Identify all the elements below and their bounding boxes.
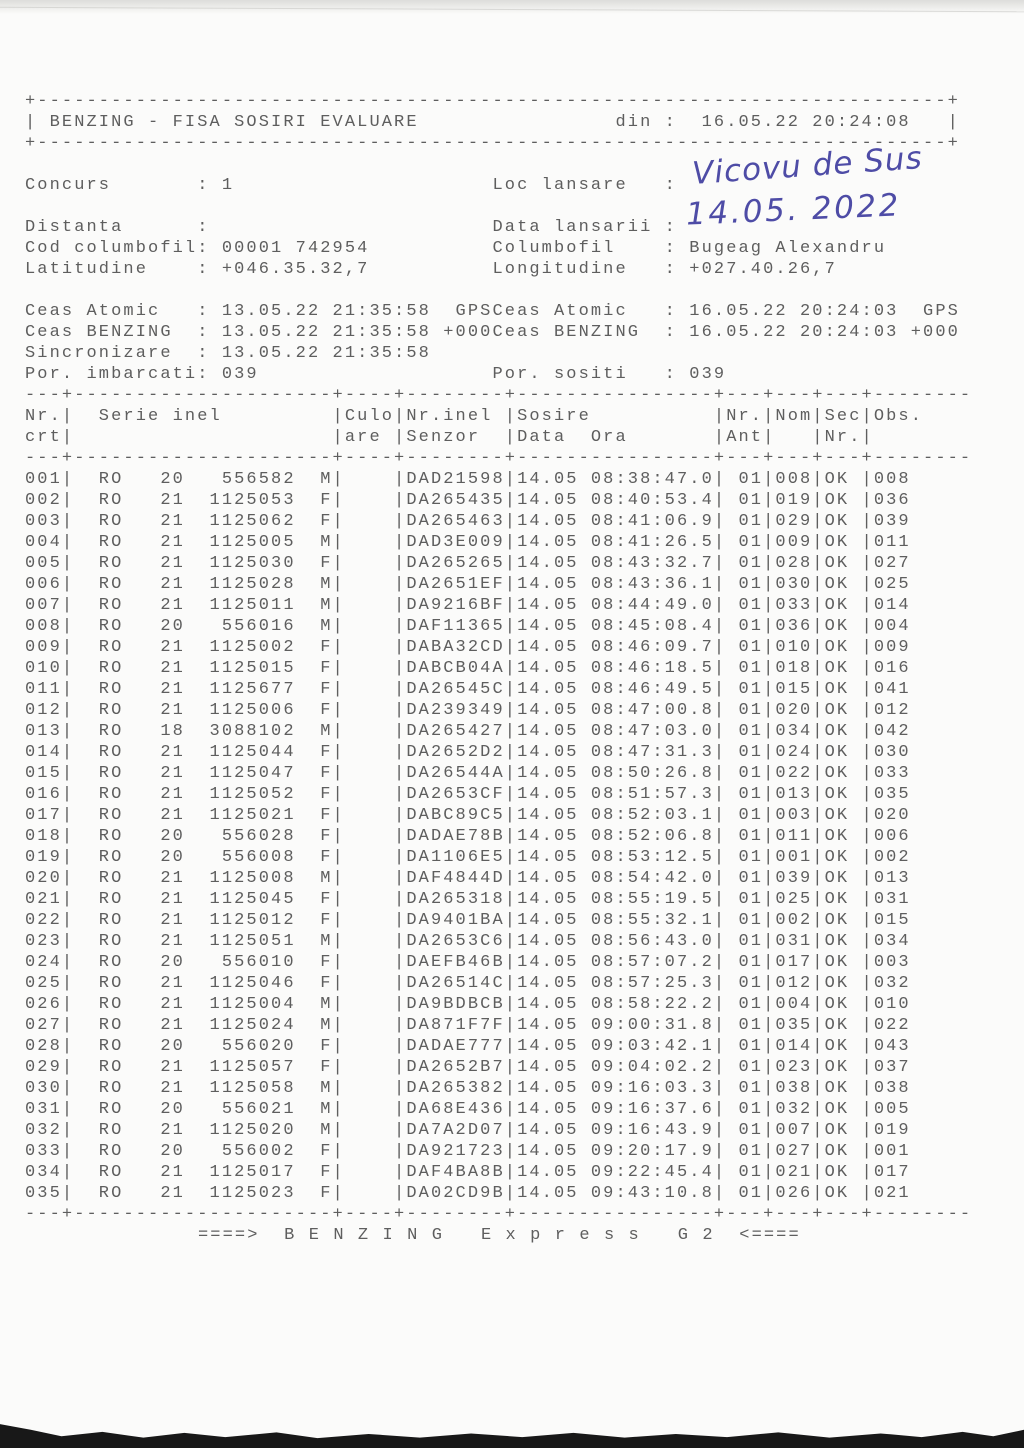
clock-line-atomic: Ceas Atomic : 13.05.22 21:35:58 GPSCeas Atomic : 16.05.22 20:24:03 GPS bbox=[25, 302, 960, 321]
info-line-distanta: Distanta : Data lansarii : bbox=[25, 218, 677, 237]
table-row: 023| RO 21 1125051 M| |DA2653C6|14.05 08:56:43.0| 01|031|OK |034 bbox=[25, 932, 911, 951]
table-row: 009| RO 21 1125002 F| |DABA32CD|14.05 08:46:09.7| 01|010|OK |009 bbox=[25, 638, 911, 657]
table-row: 001| RO 20 556582 M| |DAD21598|14.05 08:38:47.0| 01|008|OK |008 bbox=[25, 470, 911, 489]
info-line-columbofil: Cod columbofil: 00001 742954 Columbofil : Bugeag Alexandru bbox=[25, 239, 887, 258]
table-row: 029| RO 21 1125057 F| |DA2652B7|14.05 09:04:02.2| 01|023|OK |037 bbox=[25, 1058, 911, 1077]
info-line-coords: Latitudine : +046.35.32,7 Longitudine : +027.40.26,7 bbox=[25, 260, 837, 279]
table-row: 018| RO 20 556028 F| |DADAE78B|14.05 08:52:06.8| 01|011|OK |006 bbox=[25, 827, 911, 846]
table-separator: ---+---------------------+----+--------+----------------+---+---+---+-------- bbox=[25, 1205, 973, 1224]
info-line-concurs: Concurs : 1 Loc lansare : bbox=[25, 176, 677, 195]
table-row: 020| RO 21 1125008 M| |DAF4844D|14.05 08:54:42.0| 01|039|OK |013 bbox=[25, 869, 911, 888]
scan-edge-artifact-bottom bbox=[0, 1422, 1024, 1448]
table-row: 010| RO 21 1125015 F| |DABCB04A|14.05 08:46:18.5| 01|018|OK |016 bbox=[25, 659, 911, 678]
handwritten-loc-lansare: Vicovu de Sus bbox=[691, 139, 924, 193]
table-row: 025| RO 21 1125046 F| |DA26514C|14.05 08:57:25.3| 01|012|OK |032 bbox=[25, 974, 911, 993]
table-row: 033| RO 20 556002 F| |DA921723|14.05 09:20:17.9| 01|027|OK |001 bbox=[25, 1142, 911, 1161]
table-row: 007| RO 21 1125011 M| |DA9216BF|14.05 08:44:49.0| 01|033|OK |014 bbox=[25, 596, 911, 615]
table-row: 011| RO 21 1125677 F| |DA26545C|14.05 08:46:49.5| 01|015|OK |041 bbox=[25, 680, 911, 699]
table-row: 008| RO 20 556016 M| |DAF11365|14.05 08:45:08.4| 01|036|OK |004 bbox=[25, 617, 911, 636]
table-row: 032| RO 21 1125020 M| |DA7A2D07|14.05 09:16:43.9| 01|007|OK |019 bbox=[25, 1121, 911, 1140]
clock-line-benzing: Ceas BENZING : 13.05.22 21:35:58 +000Ceas BENZING : 16.05.22 20:24:03 +000 bbox=[25, 323, 960, 342]
table-row: 002| RO 21 1125053 F| |DA265435|14.05 08:40:53.4| 01|019|OK |036 bbox=[25, 491, 911, 510]
footer-banner: ====> B E N Z I N G E x p r e s s G 2 <==== bbox=[198, 1226, 801, 1245]
clock-line-sincronizare: Sincronizare : 13.05.22 21:35:58 bbox=[25, 344, 431, 363]
table-row: 021| RO 21 1125045 F| |DA265318|14.05 08:55:19.5| 01|025|OK |031 bbox=[25, 890, 911, 909]
header-box-border: +--------------------------------------------------------------------------+ bbox=[25, 134, 960, 153]
handwritten-data-lansarii: 14.05. 2022 bbox=[685, 187, 902, 233]
document-text bbox=[25, 91, 972, 1225]
table-row: 017| RO 21 1125021 F| |DABC89C5|14.05 08:52:03.1| 01|003|OK |020 bbox=[25, 806, 911, 825]
table-row: 012| RO 21 1125006 F| |DA239349|14.05 08:47:00.8| 01|020|OK |012 bbox=[25, 701, 911, 720]
table-row: 019| RO 20 556008 F| |DA1106E5|14.05 08:53:12.5| 01|001|OK |002 bbox=[25, 848, 911, 867]
table-row: 031| RO 20 556021 M| |DA68E436|14.05 09:16:37.6| 01|032|OK |005 bbox=[25, 1100, 911, 1119]
table-row: 004| RO 21 1125005 M| |DAD3E009|14.05 08:41:26.5| 01|009|OK |011 bbox=[25, 533, 911, 552]
table-row: 035| RO 21 1125023 F| |DA02CD9B|14.05 09:43:10.8| 01|026|OK |021 bbox=[25, 1184, 911, 1203]
table-row: 014| RO 21 1125044 F| |DA2652D2|14.05 08:47:31.3| 01|024|OK |030 bbox=[25, 743, 911, 762]
table-row: 034| RO 21 1125017 F| |DAF4BA8B|14.05 09:22:45.4| 01|021|OK |017 bbox=[25, 1163, 911, 1182]
table-header-line: Nr.| Serie inel |Culo|Nr.inel |Sosire |Nr.|Nom|Sec|Obs. bbox=[25, 407, 924, 426]
table-row: 016| RO 21 1125052 F| |DA2653CF|14.05 08:51:57.3| 01|013|OK |035 bbox=[25, 785, 911, 804]
table-row: 003| RO 21 1125062 F| |DA265463|14.05 08:41:06.9| 01|029|OK |039 bbox=[25, 512, 911, 531]
table-header-line: crt| |are |Senzor |Data Ora |Ant| |Nr.| bbox=[25, 428, 874, 447]
table-row: 028| RO 20 556020 F| |DADAE777|14.05 09:03:42.1| 01|014|OK |043 bbox=[25, 1037, 911, 1056]
table-separator: ---+---------------------+----+--------+----------------+---+---+---+-------- bbox=[25, 386, 973, 405]
table-row: 015| RO 21 1125047 F| |DA26544A|14.05 08:50:26.8| 01|022|OK |033 bbox=[25, 764, 911, 783]
table-row: 013| RO 18 3088102 M| |DA265427|14.05 08:47:03.0| 01|034|OK |042 bbox=[25, 722, 911, 741]
header-title-line: | BENZING - FISA SOSIRI EVALUARE din : 16.05.22 20:24:08 | bbox=[25, 113, 960, 132]
table-separator: ---+---------------------+----+--------+----------------+---+---+---+-------- bbox=[25, 449, 973, 468]
table-row: 027| RO 21 1125024 M| |DA871F7F|14.05 09:00:31.8| 01|035|OK |022 bbox=[25, 1016, 911, 1035]
table-row: 006| RO 21 1125028 M| |DA2651EF|14.05 08:43:36.1| 01|030|OK |025 bbox=[25, 575, 911, 594]
table-row: 024| RO 20 556010 F| |DAEFB46B|14.05 08:57:07.2| 01|017|OK |003 bbox=[25, 953, 911, 972]
header-box-border: +--------------------------------------------------------------------------+ bbox=[25, 92, 960, 111]
table-row: 026| RO 21 1125004 M| |DA9BDBCB|14.05 08:58:22.2| 01|004|OK |010 bbox=[25, 995, 911, 1014]
scan-edge-artifact-top bbox=[0, 0, 1024, 14]
table-row: 005| RO 21 1125030 F| |DA265265|14.05 08:43:32.7| 01|028|OK |027 bbox=[25, 554, 911, 573]
table-row: 030| RO 21 1125058 M| |DA265382|14.05 09:16:03.3| 01|038|OK |038 bbox=[25, 1079, 911, 1098]
spacer bbox=[25, 280, 972, 301]
table-row: 022| RO 21 1125012 F| |DA9401BA|14.05 08:55:32.1| 01|002|OK |015 bbox=[25, 911, 911, 930]
info-line-porumbei: Por. imbarcati: 039 Por. sositi : 039 bbox=[25, 365, 727, 384]
